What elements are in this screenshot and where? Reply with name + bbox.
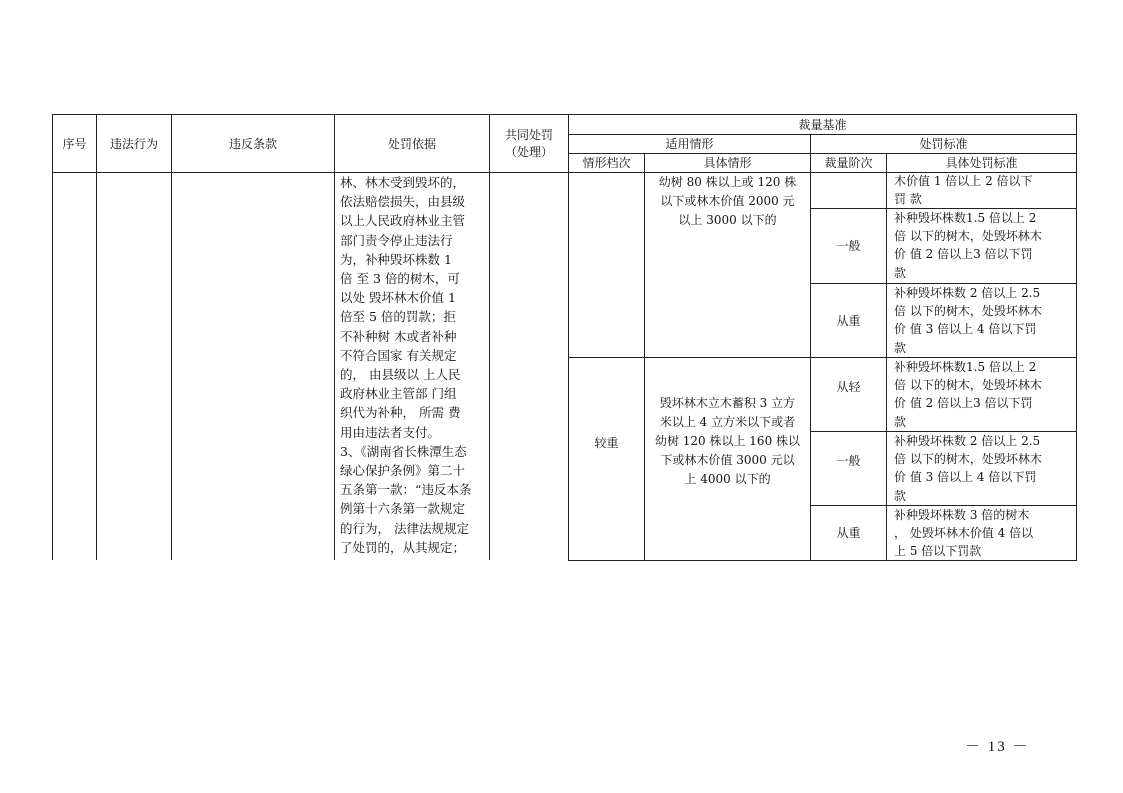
standard-line: 木价值 1 倍以上 2 倍以下 bbox=[894, 174, 1033, 188]
standard-line: 补种毁坏株数 2 倍以上 2.5 bbox=[894, 434, 1041, 448]
header-level: 情形档次 bbox=[582, 156, 631, 170]
standard-line: 补种毁坏株数1.5 倍以上 2 bbox=[894, 211, 1037, 225]
group1-stage-2: 从重 bbox=[836, 313, 861, 328]
basis-line: 以处 毁坏林木价值 1 bbox=[340, 290, 456, 306]
header-discretion: 裁量基准 bbox=[798, 117, 847, 132]
group2-stage-2: 从重 bbox=[836, 526, 861, 540]
header-basis: 处罚依据 bbox=[387, 136, 436, 151]
group2-level: 较重 bbox=[594, 436, 619, 450]
header-standard: 处罚标准 bbox=[919, 137, 968, 151]
header-situation: 适用情形 bbox=[665, 137, 714, 151]
header-common-line1: 共同处罚 bbox=[504, 127, 553, 142]
basis-line: 了处罚的，从其规定； bbox=[340, 539, 466, 555]
basis-line: 绿心保护条例》第二十 bbox=[340, 463, 466, 479]
header-concrete: 具体处罚标准 bbox=[945, 156, 1018, 170]
basis-line: 部门责令停止违法行 bbox=[340, 232, 453, 248]
page-number: － 13 － bbox=[965, 739, 1030, 755]
group1-standard-0 bbox=[894, 173, 1074, 208]
standard-line: 款 bbox=[894, 340, 907, 355]
basis-line: 倍至 5 倍的罚款；拒 bbox=[340, 309, 456, 325]
basis-line: 织代为补种， 所需 费 bbox=[340, 405, 461, 421]
detail-line: 米以上 4 立方米以下或者 bbox=[659, 415, 796, 429]
detail-line: 以下或林木价值 2000 元 bbox=[660, 194, 795, 208]
group2-standard-2 bbox=[894, 506, 1074, 560]
basis-line: 依法赔偿损失，由县级 bbox=[340, 194, 466, 210]
basis-line: 用由违法者支付。 bbox=[340, 424, 441, 440]
standard-line: 款 bbox=[894, 414, 907, 429]
col-divider-seq bbox=[96, 114, 97, 560]
standard-line: 价 值 2 倍以上3 倍以下罚 bbox=[894, 396, 1033, 411]
group1-standard-1 bbox=[894, 209, 1074, 283]
standard-line: 补种毁坏株数 3 倍的树木 bbox=[894, 508, 1030, 522]
basis-line: 以上人民政府林业主管 bbox=[340, 213, 466, 229]
basis-line: 不补种树 木或者补种 bbox=[340, 328, 457, 344]
standard-line: 款 bbox=[894, 265, 907, 280]
group2-standard-1 bbox=[894, 432, 1074, 505]
group2-stage-0: 从轻 bbox=[836, 380, 861, 394]
group1-stage-1: 一般 bbox=[836, 239, 861, 253]
border-right bbox=[1076, 114, 1077, 560]
basis-line: 3、《湖南省长株潭生态 bbox=[340, 443, 467, 459]
border-left bbox=[52, 114, 53, 560]
standard-line: ， 处毁坏林木价值 4 倍以 bbox=[894, 526, 1034, 540]
standard-line: 价 值 3 倍以上 4 倍以下罚 bbox=[894, 322, 1037, 337]
header-act: 违法行为 bbox=[109, 136, 158, 151]
basis-line: 林、林木受到毁坏的， bbox=[340, 175, 466, 190]
detail-line: 以上 3000 以下的 bbox=[678, 213, 777, 227]
basis-text bbox=[340, 173, 488, 560]
standard-line: 倍 以下的树木，处毁坏林木 bbox=[894, 304, 1042, 319]
col-divider-basis bbox=[489, 114, 490, 560]
group1-stage-0 bbox=[811, 173, 886, 208]
basis-line: 政府林业主管部 门组 bbox=[340, 386, 457, 402]
header-seq: 序号 bbox=[62, 136, 87, 151]
standard-line: 款 bbox=[894, 488, 907, 503]
standard-line: 价 值 2 倍以上3 倍以下罚 bbox=[894, 247, 1033, 262]
basis-line: 为，补种毁坏株数 1 bbox=[340, 251, 452, 267]
group2-standard-0 bbox=[894, 358, 1074, 431]
standard-line: 价 值 3 倍以上 4 倍以下罚 bbox=[894, 470, 1037, 485]
standard-line: 补种毁坏株数 2 倍以上 2.5 bbox=[894, 286, 1041, 300]
header-common bbox=[490, 115, 568, 172]
header-detail: 具体情形 bbox=[703, 156, 752, 170]
basis-line: 不符合国家 有关规定 bbox=[340, 347, 457, 363]
basis-line: 例第十六条第一款规定 bbox=[340, 501, 466, 517]
header-common-line2: （处理） bbox=[504, 144, 553, 159]
detail-line: 下或林木价值 3000 元以 bbox=[660, 453, 795, 467]
detail-line: 上 4000 以下的 bbox=[684, 472, 771, 486]
standard-line: 倍 以下的树木，处毁坏林木 bbox=[894, 452, 1042, 467]
col-divider-clause bbox=[334, 114, 335, 560]
group2-stage-1: 一般 bbox=[836, 454, 861, 468]
detail-line: 幼树 80 株以上或 120 株 bbox=[658, 175, 797, 189]
standard-line: 倍 以下的树木，处毁坏林木 bbox=[894, 378, 1042, 393]
col-divider-act bbox=[171, 114, 172, 560]
detail-line: 幼树 120 株以上 160 株以 bbox=[654, 434, 801, 448]
basis-line: 的， 由县级以 上人民 bbox=[340, 367, 461, 383]
group1-detail bbox=[645, 173, 810, 243]
table-bottom-right bbox=[568, 560, 1077, 561]
basis-line: 的行为， 法律法规规定 bbox=[340, 520, 469, 536]
standard-line: 倍 以下的树木，处毁坏林木 bbox=[894, 229, 1042, 244]
header-clause: 违反条款 bbox=[228, 136, 277, 151]
standard-line: 罚 款 bbox=[894, 191, 922, 206]
basis-line: 倍 至 3 倍的树木，可 bbox=[340, 271, 460, 287]
detail-line: 毁坏林木立木蓄积 3 立方 bbox=[659, 396, 796, 410]
group2-detail bbox=[645, 394, 810, 494]
standard-line: 上 5 倍以下罚款 bbox=[894, 544, 982, 558]
standard-line: 补种毁坏株数1.5 倍以上 2 bbox=[894, 360, 1037, 374]
group1-standard-2 bbox=[894, 284, 1074, 357]
basis-line: 五条第一款：“违反本条 bbox=[340, 482, 472, 498]
header-stage: 裁量阶次 bbox=[824, 156, 873, 170]
